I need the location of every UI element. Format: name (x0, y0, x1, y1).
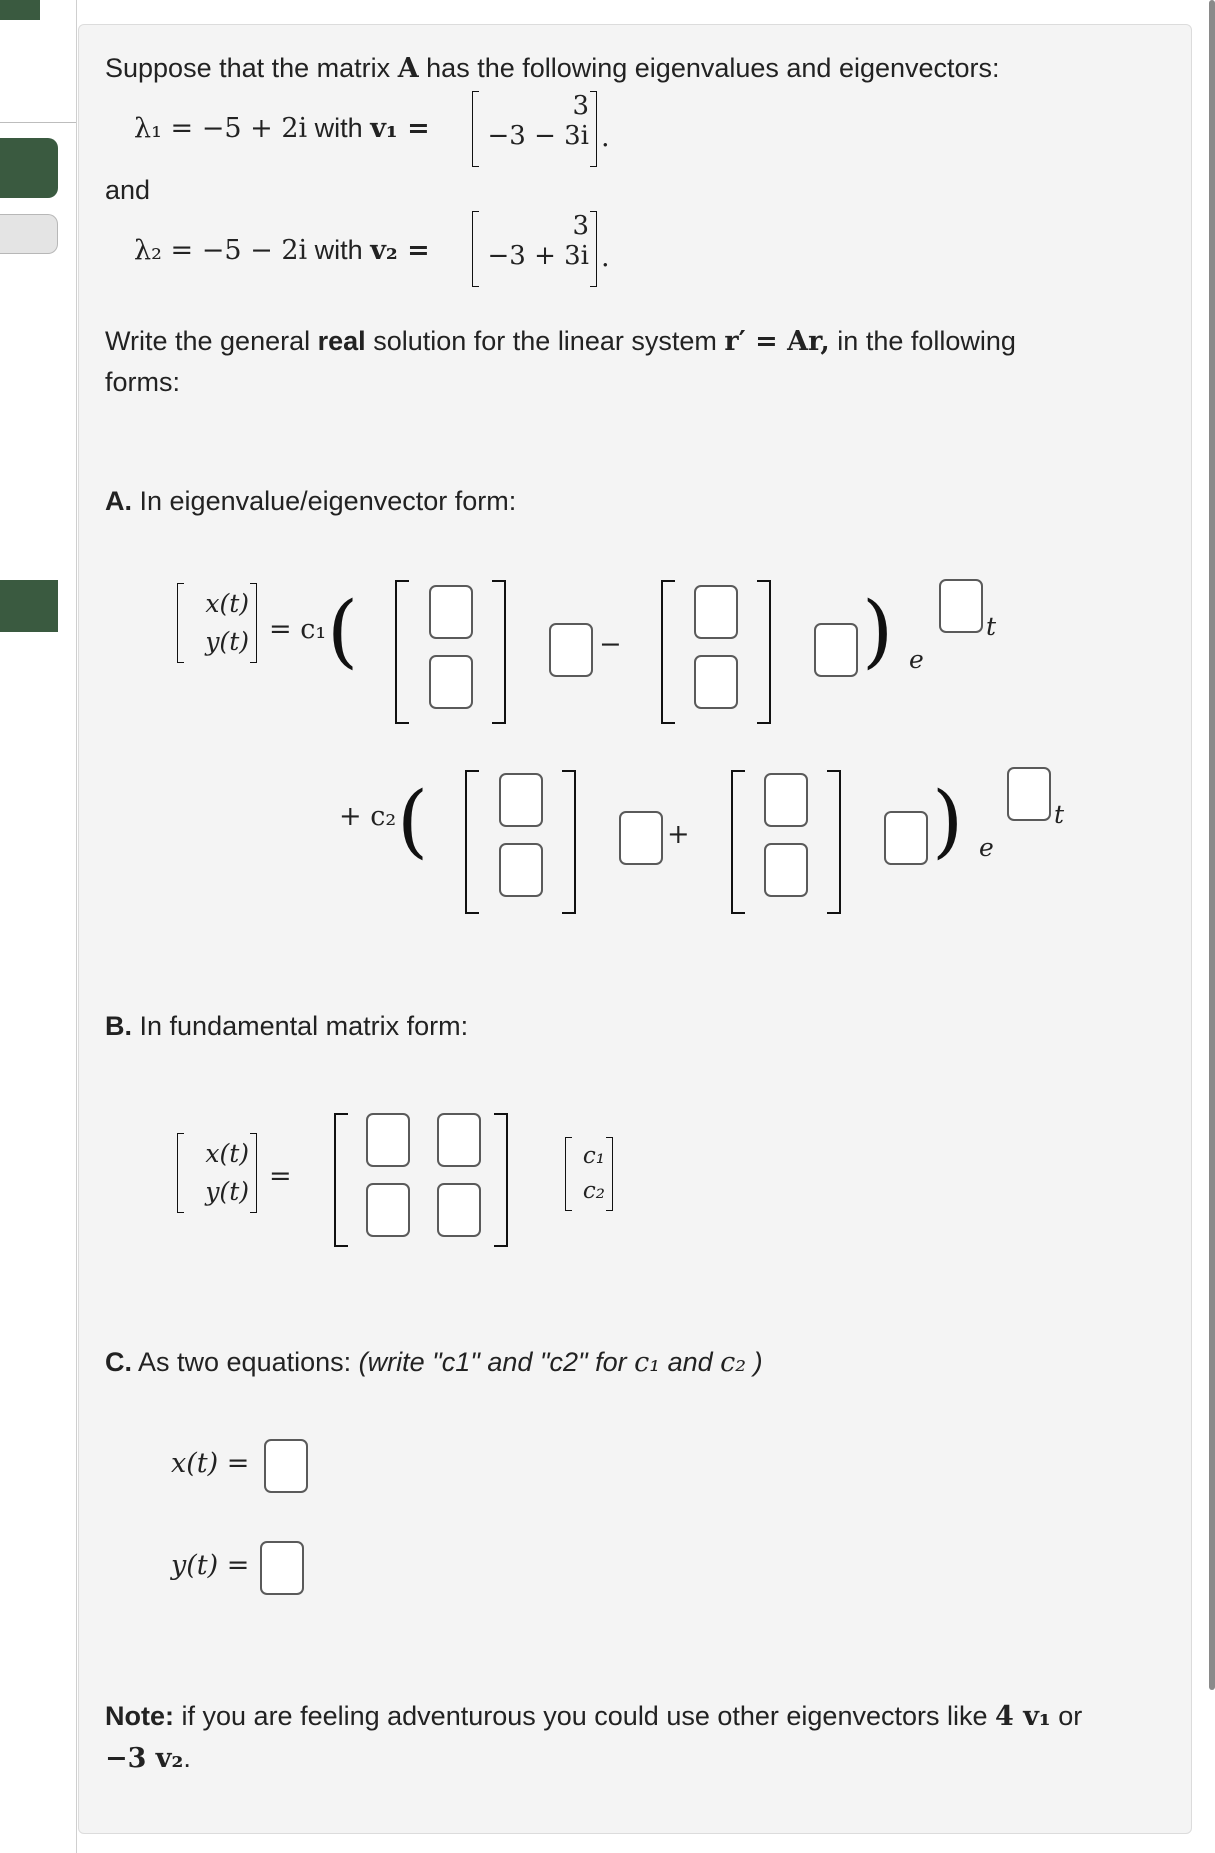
C-y-eq: y(t) = (171, 1550, 250, 1581)
v1-bottom: −3 − 3i (487, 121, 589, 151)
paren-open-1: ( (327, 584, 359, 677)
v1-vector (479, 91, 589, 151)
partA-label: A. (105, 486, 132, 516)
C-y-input[interactable] (260, 1541, 304, 1595)
B-c-bracket-right (606, 1137, 613, 1211)
eq-c1: = c₁ (269, 614, 327, 645)
exp-e-2: e (979, 833, 994, 862)
v2-label: v₂ = (370, 235, 430, 266)
B-xy-vector (179, 1135, 249, 1211)
page-scrollbar[interactable] (1209, 0, 1215, 1690)
bracket-1b-left (661, 580, 675, 724)
B-eq: = (269, 1161, 292, 1192)
with-text-2: with (314, 235, 363, 265)
B-m12-input[interactable] (437, 1113, 481, 1167)
v1-top: 3 (572, 91, 589, 121)
B-c2: c₂ (582, 1178, 605, 1204)
B-xt-label: x(t) (205, 1139, 249, 1168)
partB-label: B. (105, 1011, 132, 1041)
paren-open-2: ( (397, 774, 429, 867)
bracket-2b-right (827, 770, 841, 914)
A2-vec1-bottom-input[interactable] (499, 843, 543, 897)
note-line2 (105, 1741, 191, 1776)
write-suffix: solution for the linear system (373, 326, 717, 356)
v1-bracket-right (590, 91, 597, 167)
partC-hint-prefix: (write "c1" and "c2" for (358, 1347, 627, 1377)
bracket-1b-right (757, 580, 771, 724)
A2-vec1-top-input[interactable] (499, 773, 543, 827)
exp-t-1: t (986, 612, 997, 641)
bracket-2b-left (731, 770, 745, 914)
yt-label: y(t) (205, 627, 249, 656)
B-m11-input[interactable] (366, 1113, 410, 1167)
B-matrix-bracket-left (334, 1113, 348, 1247)
rail-nav-item-active[interactable] (0, 138, 58, 198)
partC-hint-close: ) (753, 1347, 763, 1377)
write-prefix: Write the general (105, 326, 311, 356)
A2-exponent-input[interactable] (1007, 767, 1051, 821)
B-m21-input[interactable] (366, 1183, 410, 1237)
plus-c2: + c₂ (339, 801, 397, 832)
v2-vector (479, 211, 589, 271)
note-period: . (183, 1743, 191, 1773)
lambda1-line (134, 111, 430, 146)
partB-heading (105, 1009, 468, 1043)
B-c1: c₁ (582, 1143, 605, 1169)
matrix-symbol: A (397, 53, 419, 84)
note-line (105, 1699, 1082, 1734)
intro-text: Suppose that the matrix (105, 53, 391, 83)
A2-vec2-top-input[interactable] (764, 773, 808, 827)
partB-title: In fundamental matrix form: (139, 1011, 469, 1041)
partC-hint-c2: c₂ (720, 1347, 747, 1378)
A1-vec1-top-input[interactable] (429, 585, 473, 639)
system-equation: r′ = Ar, (724, 326, 830, 357)
lambda1: λ₁ = −5 + 2i (134, 113, 308, 144)
partC-label: C. (105, 1347, 132, 1377)
paren-close-2: ) (932, 774, 964, 867)
note-example2: −3 v₂ (105, 1743, 184, 1774)
v2-period: . (601, 242, 610, 273)
B-yt-label: y(t) (205, 1177, 249, 1206)
B-c-vector (569, 1139, 605, 1209)
exp-e-1: e (909, 645, 924, 674)
with-text: with (314, 113, 363, 143)
B-xy-bracket-right (250, 1133, 257, 1213)
lambda2: λ₂ = −5 − 2i (134, 235, 308, 266)
lambda2-line (134, 233, 430, 268)
rail-nav-item[interactable] (0, 214, 58, 254)
intro-tail: has the following eigenvalues and eigenvectors: (426, 53, 1000, 83)
v2-top: 3 (572, 211, 589, 241)
write-bold: real (317, 326, 366, 356)
rail-divider (0, 122, 76, 123)
partC-hint-c1: c₁ (634, 1347, 661, 1378)
rail-nav-block-top[interactable] (0, 0, 40, 20)
note-text: if you are feeling adventurous you could use other eigenvectors like (181, 1701, 988, 1731)
minus-sign: − (599, 629, 622, 660)
note-label: Note: (105, 1701, 174, 1731)
v2-bracket-right (590, 211, 597, 287)
A1-vec2-top-input[interactable] (694, 585, 738, 639)
A1-func1-input[interactable] (549, 623, 593, 677)
rail-nav-item-2[interactable] (0, 580, 58, 632)
intro-line (105, 51, 1000, 86)
bracket-1a-left (395, 580, 409, 724)
note-example1: 4 v₁ (995, 1701, 1051, 1732)
v1-period: . (601, 122, 610, 153)
exp-t-2: t (1054, 800, 1065, 829)
partC-hint-and: and (667, 1347, 713, 1377)
xy-vector (179, 585, 249, 661)
A1-vec1-bottom-input[interactable] (429, 655, 473, 709)
A1-exponent-input[interactable] (939, 579, 983, 633)
bracket-1a-right (492, 580, 506, 724)
C-x-input[interactable] (264, 1439, 308, 1493)
write-line2: forms: (105, 367, 181, 397)
partC-title: As two equations: (138, 1347, 352, 1377)
bracket-2a-right (562, 770, 576, 914)
write-tail: in the following (837, 326, 1016, 356)
and-text: and (105, 175, 151, 205)
v1-bracket-left (472, 91, 479, 167)
A1-func2-input[interactable] (814, 623, 858, 677)
A1-vec2-bottom-input[interactable] (694, 655, 738, 709)
problem-card (78, 24, 1192, 1834)
note-or: or (1058, 1701, 1083, 1731)
A2-vec2-bottom-input[interactable] (764, 843, 808, 897)
partA-title: In eigenvalue/eigenvector form: (139, 486, 517, 516)
partA-heading (105, 484, 516, 518)
paren-close-1: ) (862, 584, 894, 677)
partC-heading (105, 1345, 763, 1380)
A2-func2-input[interactable] (884, 811, 928, 865)
v2-bottom: −3 + 3i (487, 241, 589, 271)
xy-bracket-right (250, 583, 257, 663)
v2-bracket-left (472, 211, 479, 287)
plus-sign: + (667, 819, 690, 850)
B-m22-input[interactable] (437, 1183, 481, 1237)
left-navigation-rail (0, 0, 77, 1853)
xt-label: x(t) (205, 589, 249, 618)
A2-func1-input[interactable] (619, 811, 663, 865)
bracket-2a-left (465, 770, 479, 914)
B-matrix-bracket-right (494, 1113, 508, 1247)
write-line (105, 324, 1016, 359)
C-x-eq: x(t) = (171, 1448, 250, 1479)
v1-label: v₁ = (370, 113, 430, 144)
